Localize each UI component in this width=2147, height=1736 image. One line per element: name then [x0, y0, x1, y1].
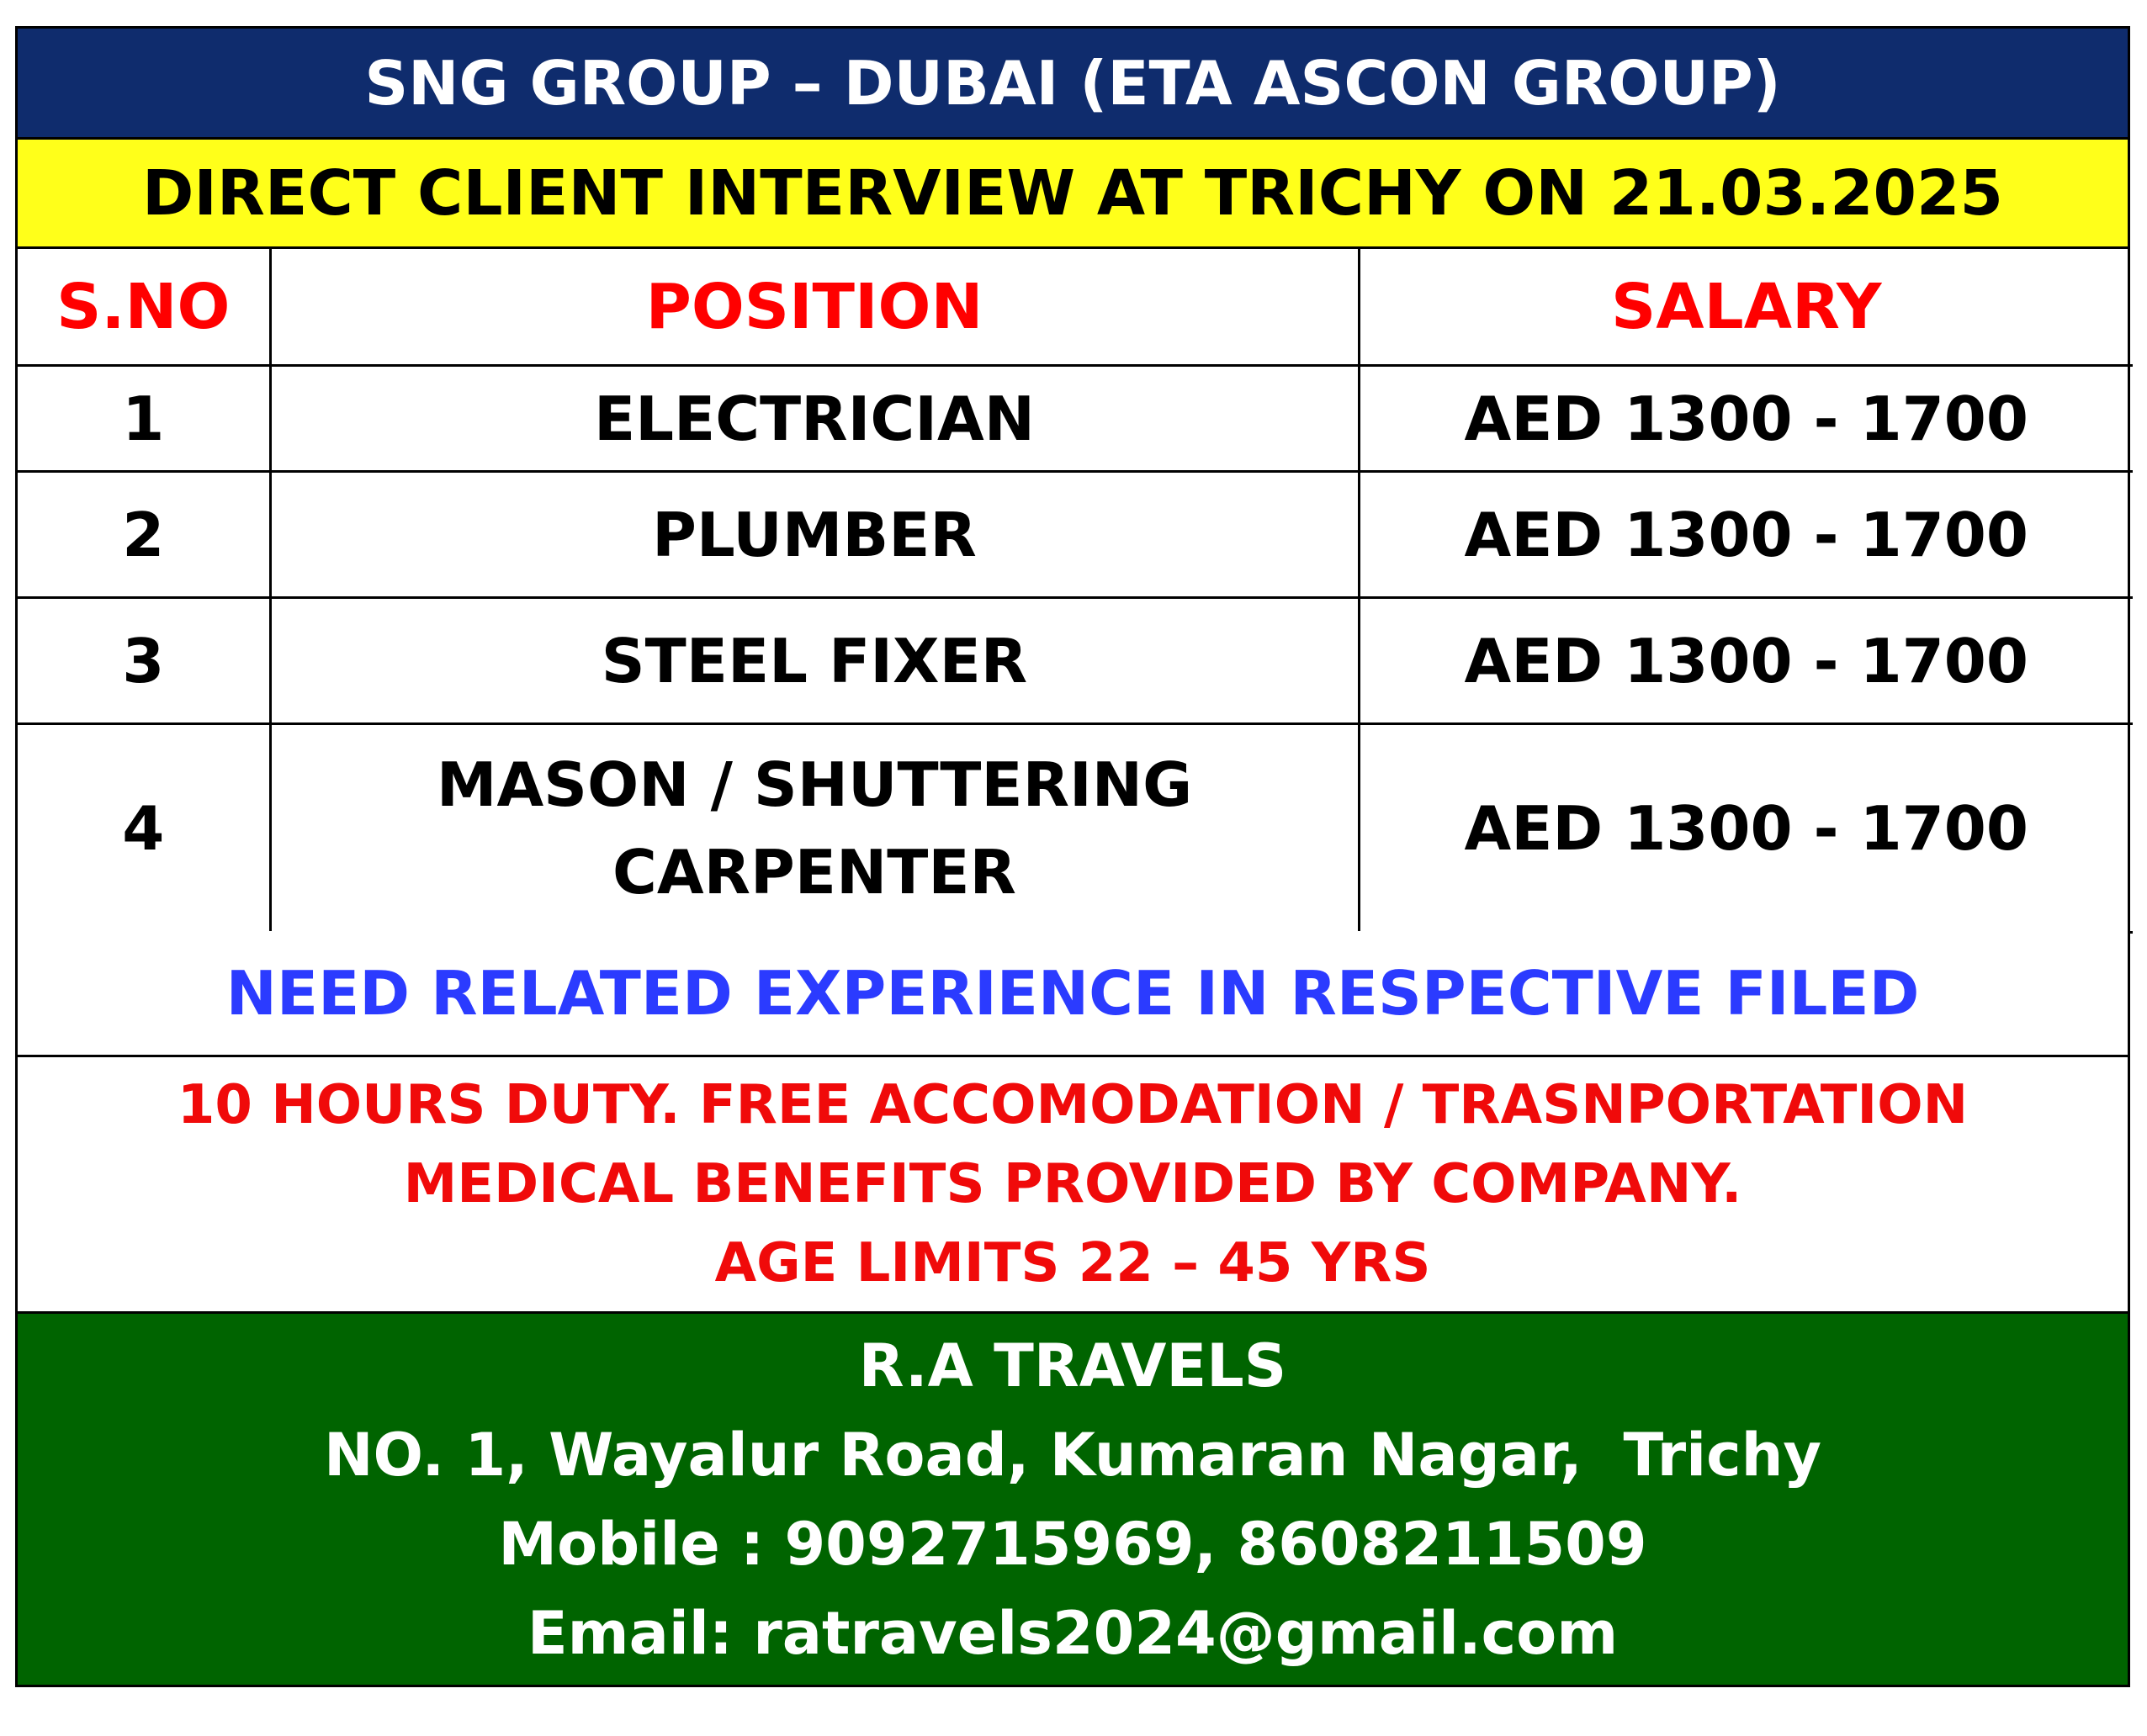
column-header-position: POSITION [270, 249, 1359, 366]
table-header-row [18, 249, 2133, 366]
benefit-line: MEDICAL BENEFITS PROVIDED BY COMPANY. [403, 1153, 1742, 1215]
interview-banner: DIRECT CLIENT INTERVIEW AT TRICHY ON 21.03.2025 [18, 140, 2128, 249]
benefit-line: AGE LIMITS 22 – 45 YRS [714, 1232, 1431, 1294]
row-position: STEEL FIXER [270, 598, 1359, 724]
job-poster [15, 26, 2130, 1687]
position-line: CARPENTER [612, 836, 1016, 908]
table-row [18, 724, 2133, 933]
table-row [18, 366, 2133, 472]
table-row [18, 598, 2133, 724]
row-salary: AED 1300 - 1700 [1359, 366, 2133, 472]
row-position [270, 724, 1359, 933]
row-salary: AED 1300 - 1700 [1359, 472, 2133, 598]
row-position: PLUMBER [270, 472, 1359, 598]
column-header-sno: S.NO [18, 249, 270, 366]
row-sno: 3 [18, 598, 270, 724]
contact-section [18, 1311, 2128, 1685]
experience-notice: NEED RELATED EXPERIENCE IN RESPECTIVE FILED [18, 931, 2128, 1057]
agency-mobile: Mobile : 9092715969, 8608211509 [498, 1509, 1647, 1579]
row-salary: AED 1300 - 1700 [1359, 724, 2133, 933]
column-header-salary: SALARY [1359, 249, 2133, 366]
positions-table [18, 249, 2133, 934]
row-position: ELECTRICIAN [270, 366, 1359, 472]
agency-email: Email: ratravels2024@gmail.com [527, 1598, 1619, 1668]
table-row [18, 472, 2133, 598]
benefit-line: 10 HOURS DUTY. FREE ACCOMODATION / TRASNPORTATION [177, 1074, 1969, 1136]
poster-title: SNG GROUP – DUBAI (ETA ASCON GROUP) [18, 29, 2128, 140]
row-sno: 4 [18, 724, 270, 933]
benefits-section [18, 1057, 2128, 1311]
agency-address: NO. 1, Wayalur Road, Kumaran Nagar, Trichy [323, 1420, 1822, 1490]
position-line: MASON / SHUTTERING [436, 749, 1193, 820]
row-sno: 2 [18, 472, 270, 598]
agency-name: R.A TRAVELS [858, 1331, 1287, 1400]
row-salary: AED 1300 - 1700 [1359, 598, 2133, 724]
row-sno: 1 [18, 366, 270, 472]
